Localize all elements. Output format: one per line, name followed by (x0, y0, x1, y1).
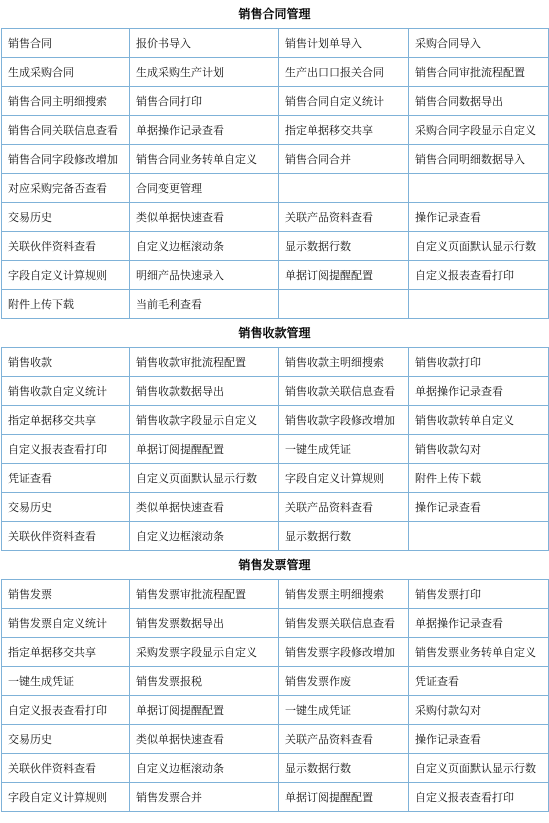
feature-cell: 销售收款 (2, 348, 130, 377)
feature-cell: 对应采购完备否查看 (2, 174, 130, 203)
table-row (2, 145, 549, 174)
feature-cell: 显示数据行数 (279, 754, 409, 783)
table-row (2, 87, 549, 116)
feature-cell: 采购发票字段显示自定义 (130, 638, 279, 667)
feature-cell: 采购合同导入 (409, 29, 549, 58)
feature-cell: 合同变更管理 (130, 174, 279, 203)
feature-cell: 销售收款字段修改增加 (279, 406, 409, 435)
feature-cell: 操作记录查看 (409, 203, 549, 232)
feature-cell: 单据操作记录查看 (409, 377, 549, 406)
feature-cell: 操作记录查看 (409, 493, 549, 522)
feature-cell (279, 174, 409, 203)
feature-cell: 销售合同关联信息查看 (2, 116, 130, 145)
feature-cell: 自定义报表查看打印 (409, 261, 549, 290)
table-row (2, 203, 549, 232)
table-row (2, 290, 549, 319)
feature-cell: 采购合同字段显示自定义 (409, 116, 549, 145)
table-row (2, 696, 549, 725)
table-row (2, 783, 549, 812)
feature-cell: 销售合同审批流程配置 (409, 58, 549, 87)
feature-cell (409, 290, 549, 319)
feature-cell: 销售收款自定义统计 (2, 377, 130, 406)
feature-cell: 类似单据快速查看 (130, 203, 279, 232)
feature-cell: 附件上传下载 (2, 290, 130, 319)
feature-cell: 自定义边框滚动条 (130, 522, 279, 551)
table-row (2, 29, 549, 58)
feature-cell: 关联伙伴资料查看 (2, 232, 130, 261)
feature-cell: 交易历史 (2, 203, 130, 232)
feature-cell: 自定义报表查看打印 (2, 435, 130, 464)
feature-cell: 凭证查看 (2, 464, 130, 493)
feature-cell: 销售合同打印 (130, 87, 279, 116)
feature-cell: 销售收款审批流程配置 (130, 348, 279, 377)
feature-cell: 销售发票打印 (409, 580, 549, 609)
section-title-sales-invoice: 销售发票管理 (238, 558, 311, 572)
feature-cell: 显示数据行数 (279, 232, 409, 261)
feature-cell (409, 522, 549, 551)
feature-cell: 指定单据移交共享 (2, 406, 130, 435)
table-row (2, 174, 549, 203)
feature-cell: 销售合同字段修改增加 (2, 145, 130, 174)
feature-cell: 销售发票报税 (130, 667, 279, 696)
feature-cell: 操作记录查看 (409, 725, 549, 754)
feature-cell: 销售合同业务转单自定义 (130, 145, 279, 174)
feature-cell: 自定义边框滚动条 (130, 754, 279, 783)
feature-cell: 销售计划单导入 (279, 29, 409, 58)
feature-cell: 生成采购生产计划 (130, 58, 279, 87)
section-title-sales-receipt: 销售收款管理 (238, 326, 311, 340)
table-row (2, 754, 549, 783)
table-row (2, 580, 549, 609)
feature-cell: 交易历史 (2, 493, 130, 522)
feature-cell: 销售发票作废 (279, 667, 409, 696)
feature-cell: 自定义页面默认显示行数 (409, 232, 549, 261)
table-body (2, 580, 549, 812)
feature-cell: 报价书导入 (130, 29, 279, 58)
feature-cell: 关联产品资料查看 (279, 493, 409, 522)
feature-cell: 销售收款打印 (409, 348, 549, 377)
feature-cell: 关联伙伴资料查看 (2, 522, 130, 551)
table-row (2, 232, 549, 261)
feature-cell: 销售发票审批流程配置 (130, 580, 279, 609)
feature-cell: 销售收款数据导出 (130, 377, 279, 406)
feature-cell: 自定义页面默认显示行数 (409, 754, 549, 783)
feature-cell: 凭证查看 (409, 667, 549, 696)
feature-cell: 销售发票数据导出 (130, 609, 279, 638)
feature-cell: 销售发票字段修改增加 (279, 638, 409, 667)
feature-cell: 销售发票 (2, 580, 130, 609)
feature-cell (409, 174, 549, 203)
table-row (2, 464, 549, 493)
feature-cell: 一键生成凭证 (279, 435, 409, 464)
feature-cell: 一键生成凭证 (2, 667, 130, 696)
feature-cell: 显示数据行数 (279, 522, 409, 551)
feature-cell: 销售收款主明细搜索 (279, 348, 409, 377)
table-row (2, 261, 549, 290)
feature-cell: 字段自定义计算规则 (2, 783, 130, 812)
table-row (2, 609, 549, 638)
feature-cell: 交易历史 (2, 725, 130, 754)
table-row (2, 377, 549, 406)
table-body (2, 348, 549, 551)
sales-contract-feature-table (1, 28, 549, 319)
table-row (2, 58, 549, 87)
table-row (2, 116, 549, 145)
feature-cell: 指定单据移交共享 (279, 116, 409, 145)
feature-cell: 自定义报表查看打印 (2, 696, 130, 725)
feature-cell: 明细产品快速录入 (130, 261, 279, 290)
feature-cell: 销售合同 (2, 29, 130, 58)
feature-cell: 关联伙伴资料查看 (2, 754, 130, 783)
feature-cell: 自定义边框滚动条 (130, 232, 279, 261)
feature-cell: 销售发票关联信息查看 (279, 609, 409, 638)
feature-cell: 销售合同明细数据导入 (409, 145, 549, 174)
table-row (2, 493, 549, 522)
feature-cell: 销售合同数据导出 (409, 87, 549, 116)
feature-cell: 销售合同自定义统计 (279, 87, 409, 116)
feature-cell: 一键生成凭证 (279, 696, 409, 725)
feature-cell: 字段自定义计算规则 (2, 261, 130, 290)
feature-cell: 销售合同主明细搜索 (2, 87, 130, 116)
feature-cell: 类似单据快速查看 (130, 725, 279, 754)
table-row (2, 435, 549, 464)
feature-cell: 附件上传下载 (409, 464, 549, 493)
feature-cell: 单据订阅提醒配置 (130, 696, 279, 725)
sales-receipt-feature-table (1, 347, 549, 551)
feature-cell: 当前毛利查看 (130, 290, 279, 319)
table-row (2, 638, 549, 667)
feature-cell: 自定义报表查看打印 (409, 783, 549, 812)
table-row (2, 667, 549, 696)
feature-cell: 单据订阅提醒配置 (279, 783, 409, 812)
table-body (2, 29, 549, 319)
section-title-sales-contract: 销售合同管理 (238, 7, 311, 21)
feature-cell: 销售收款转单自定义 (409, 406, 549, 435)
feature-cell: 自定义页面默认显示行数 (130, 464, 279, 493)
table-row (2, 522, 549, 551)
table-row (2, 348, 549, 377)
feature-cell: 销售发票业务转单自定义 (409, 638, 549, 667)
feature-cell: 销售发票自定义统计 (2, 609, 130, 638)
feature-cell: 单据订阅提醒配置 (279, 261, 409, 290)
feature-cell: 关联产品资料查看 (279, 203, 409, 232)
feature-cell: 单据操作记录查看 (409, 609, 549, 638)
feature-cell: 单据订阅提醒配置 (130, 435, 279, 464)
feature-cell: 销售收款字段显示自定义 (130, 406, 279, 435)
feature-cell: 销售发票合并 (130, 783, 279, 812)
feature-cell: 销售收款关联信息查看 (279, 377, 409, 406)
feature-cell: 采购付款勾对 (409, 696, 549, 725)
feature-cell: 销售合同合并 (279, 145, 409, 174)
feature-cell: 销售收款勾对 (409, 435, 549, 464)
feature-cell (279, 290, 409, 319)
feature-cell: 销售发票主明细搜索 (279, 580, 409, 609)
sales-invoice-feature-table (1, 579, 549, 812)
table-row (2, 725, 549, 754)
feature-cell: 指定单据移交共享 (2, 638, 130, 667)
table-row (2, 406, 549, 435)
feature-cell: 生产出口口报关合同 (279, 58, 409, 87)
feature-cell: 单据操作记录查看 (130, 116, 279, 145)
feature-cell: 关联产品资料查看 (279, 725, 409, 754)
feature-cell: 类似单据快速查看 (130, 493, 279, 522)
feature-cell: 字段自定义计算规则 (279, 464, 409, 493)
feature-cell: 生成采购合同 (2, 58, 130, 87)
